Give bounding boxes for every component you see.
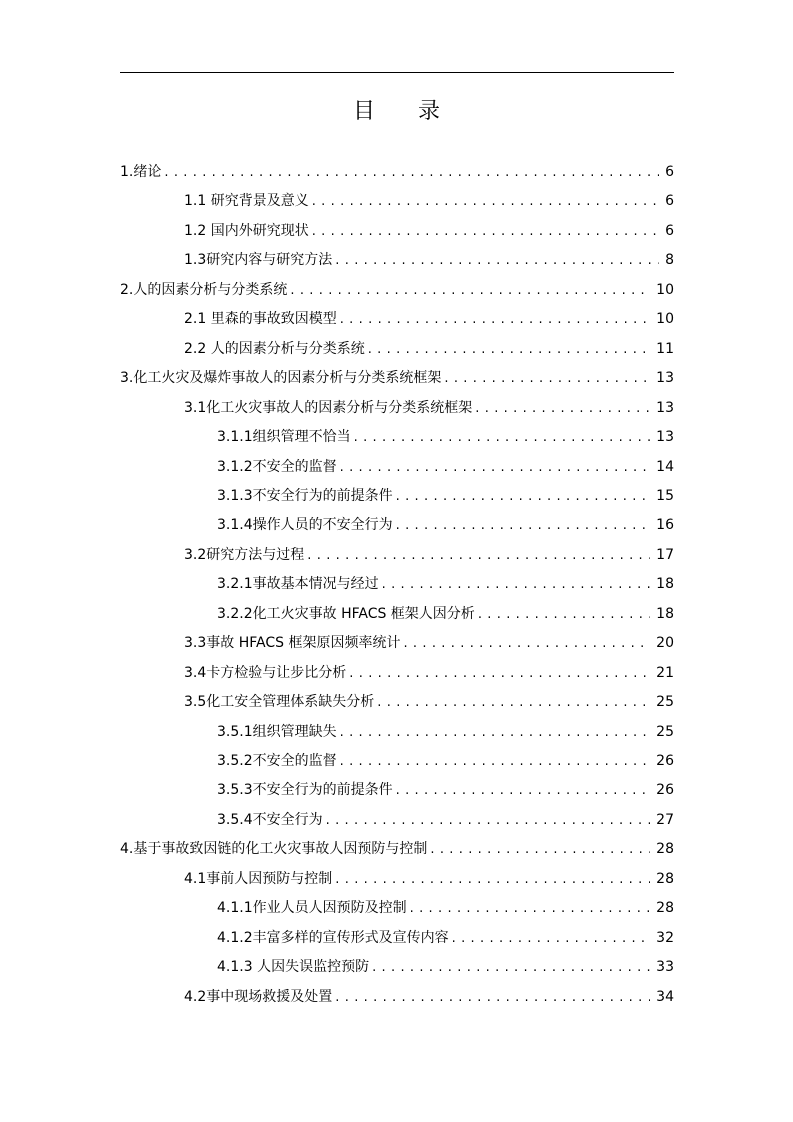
toc-entry[interactable] [217,924,674,953]
toc-entry-page-number: 13 [650,423,674,452]
toc-entry-page-number: 11 [650,335,674,364]
toc-leader-dots [340,453,651,482]
toc-entry[interactable] [217,894,674,923]
toc-entry[interactable] [217,718,674,747]
toc-entry-label: 3.1.1组织管理不恰当 [217,423,354,452]
toc-leader-dots [335,983,650,1012]
toc-entry-page-number: 10 [650,276,674,305]
toc-entry-label: 3.5化工安全管理体系缺失分析 [184,688,377,717]
toc-entry-label: 3.5.2不安全的监督 [217,747,340,776]
toc-entry[interactable] [217,747,674,776]
toc-entry-page-number: 8 [659,246,674,275]
toc-entry-page-number: 25 [650,688,674,717]
toc-entry-label: 1.2 国内外研究现状 [184,217,312,246]
toc-leader-dots [368,335,650,364]
toc-entry-label: 4.1.3 人因失误监控预防 [217,953,372,982]
toc-entry-page-number: 26 [650,747,674,776]
toc-entry-label: 3.2研究方法与过程 [184,541,307,570]
toc-entry[interactable] [184,217,674,246]
toc-entry-label: 2.1 里森的事故致因模型 [184,305,340,334]
toc-entry-label: 1.1 研究背景及意义 [184,187,312,216]
toc-entry[interactable] [184,541,674,570]
toc-entry-label: 2.2 人的因素分析与分类系统 [184,335,368,364]
toc-entry[interactable] [184,335,674,364]
toc-entry-page-number: 34 [650,983,674,1012]
toc-entry[interactable] [184,187,674,216]
toc-leader-dots [403,629,650,658]
toc-leader-dots [382,570,651,599]
toc-entry-page-number: 10 [650,305,674,334]
toc-entry[interactable] [217,953,674,982]
toc-entry-page-number: 33 [650,953,674,982]
toc-entry-label: 3.1.3不安全行为的前提条件 [217,482,396,511]
toc-entry[interactable] [184,629,674,658]
toc-leader-dots [335,865,650,894]
toc-entry-page-number: 18 [650,570,674,599]
toc-entry-label: 4.2事中现场救援及处置 [184,983,335,1012]
toc-entry-page-number: 18 [650,600,674,629]
toc-entry-page-number: 32 [650,924,674,953]
toc-entry[interactable] [184,688,674,717]
toc-entry-label: 3.1.4操作人员的不安全行为 [217,511,396,540]
toc-entry[interactable] [217,423,674,452]
toc-entry[interactable] [217,570,674,599]
toc-leader-dots [307,541,650,570]
toc-leader-dots [444,364,650,393]
toc-entry[interactable] [184,305,674,334]
toc-entry-label: 3.5.3不安全行为的前提条件 [217,776,396,805]
toc-entry[interactable] [184,659,674,688]
toc-entry[interactable] [184,246,674,275]
toc-entry-label: 3.5.4不安全行为 [217,806,326,835]
toc-entry-label: 4.基于事故致因链的化工火灾事故人因预防与控制 [120,835,430,864]
toc-entry-page-number: 27 [650,806,674,835]
toc-entry-label: 1.3研究内容与研究方法 [184,246,335,275]
toc-entry[interactable] [120,276,674,305]
toc-entry-label: 3.4卡方检验与让步比分析 [184,659,349,688]
toc-entry-label: 4.1.2丰富多样的宣传形式及宣传内容 [217,924,452,953]
toc-leader-dots [312,187,659,216]
toc-leader-dots [475,394,650,423]
toc-entry[interactable] [217,600,674,629]
toc-entry-label: 1.绪论 [120,158,164,187]
toc-entry-label: 2.人的因素分析与分类系统 [120,276,290,305]
toc-entry-page-number: 14 [650,453,674,482]
toc-entry-page-number: 25 [650,718,674,747]
toc-entry-label: 3.2.1事故基本情况与经过 [217,570,382,599]
toc-entry-page-number: 15 [650,482,674,511]
toc-entry-page-number: 26 [650,776,674,805]
toc-entry-page-number: 6 [659,158,674,187]
toc-leader-dots [396,511,651,540]
toc-leader-dots [354,423,651,452]
toc-entry[interactable] [184,983,674,1012]
toc-entry-label: 4.1事前人因预防与控制 [184,865,335,894]
toc-entry[interactable] [217,806,674,835]
toc-leader-dots [340,747,651,776]
toc-leader-dots [349,659,650,688]
toc-leader-dots [452,924,651,953]
toc-entry[interactable] [217,482,674,511]
toc-leader-dots [396,776,651,805]
toc-entry[interactable] [120,364,674,393]
toc-entry-page-number: 13 [650,394,674,423]
toc-leader-dots [377,688,650,717]
toc-entry-page-number: 28 [650,894,674,923]
toc-entry-page-number: 21 [650,659,674,688]
toc-entry-label: 3.2.2化工火灾事故 HFACS 框架人因分析 [217,600,478,629]
toc-leader-dots [164,158,659,187]
toc-leader-dots [340,305,650,334]
toc-entry-label: 3.1化工火灾事故人的因素分析与分类系统框架 [184,394,475,423]
toc-entry-label: 4.1.1作业人员人因预防及控制 [217,894,410,923]
toc-entry[interactable] [217,511,674,540]
toc-entry-label: 3.化工火灾及爆炸事故人的因素分析与分类系统框架 [120,364,444,393]
toc-entry-page-number: 13 [650,364,674,393]
toc-entry[interactable] [120,835,674,864]
toc-entry-page-number: 6 [659,217,674,246]
toc-entry-page-number: 28 [650,865,674,894]
toc-entry[interactable] [217,453,674,482]
toc-entry-page-number: 20 [650,629,674,658]
toc-leader-dots [478,600,650,629]
toc-entry[interactable] [184,865,674,894]
toc-leader-dots [430,835,650,864]
toc-entry-page-number: 16 [650,511,674,540]
toc-entry-label: 3.3事故 HFACS 框架原因频率统计 [184,629,403,658]
toc-leader-dots [312,217,659,246]
header-rule [120,72,674,73]
toc-entry-page-number: 17 [650,541,674,570]
toc-entry-label: 3.1.2不安全的监督 [217,453,340,482]
toc-leader-dots [410,894,651,923]
toc-leader-dots [372,953,650,982]
toc-leader-dots [396,482,651,511]
toc-leader-dots [326,806,651,835]
page-title: 目 录 [353,99,458,124]
toc-entry-page-number: 6 [659,187,674,216]
toc-leader-dots [340,718,651,747]
toc-entry-label: 3.5.1组织管理缺失 [217,718,340,747]
toc-entry[interactable] [120,158,674,187]
toc-leader-dots [290,276,650,305]
toc-leader-dots [335,246,659,275]
toc-entry[interactable] [217,776,674,805]
toc-entry-page-number: 28 [650,835,674,864]
toc-entry[interactable] [184,394,674,423]
